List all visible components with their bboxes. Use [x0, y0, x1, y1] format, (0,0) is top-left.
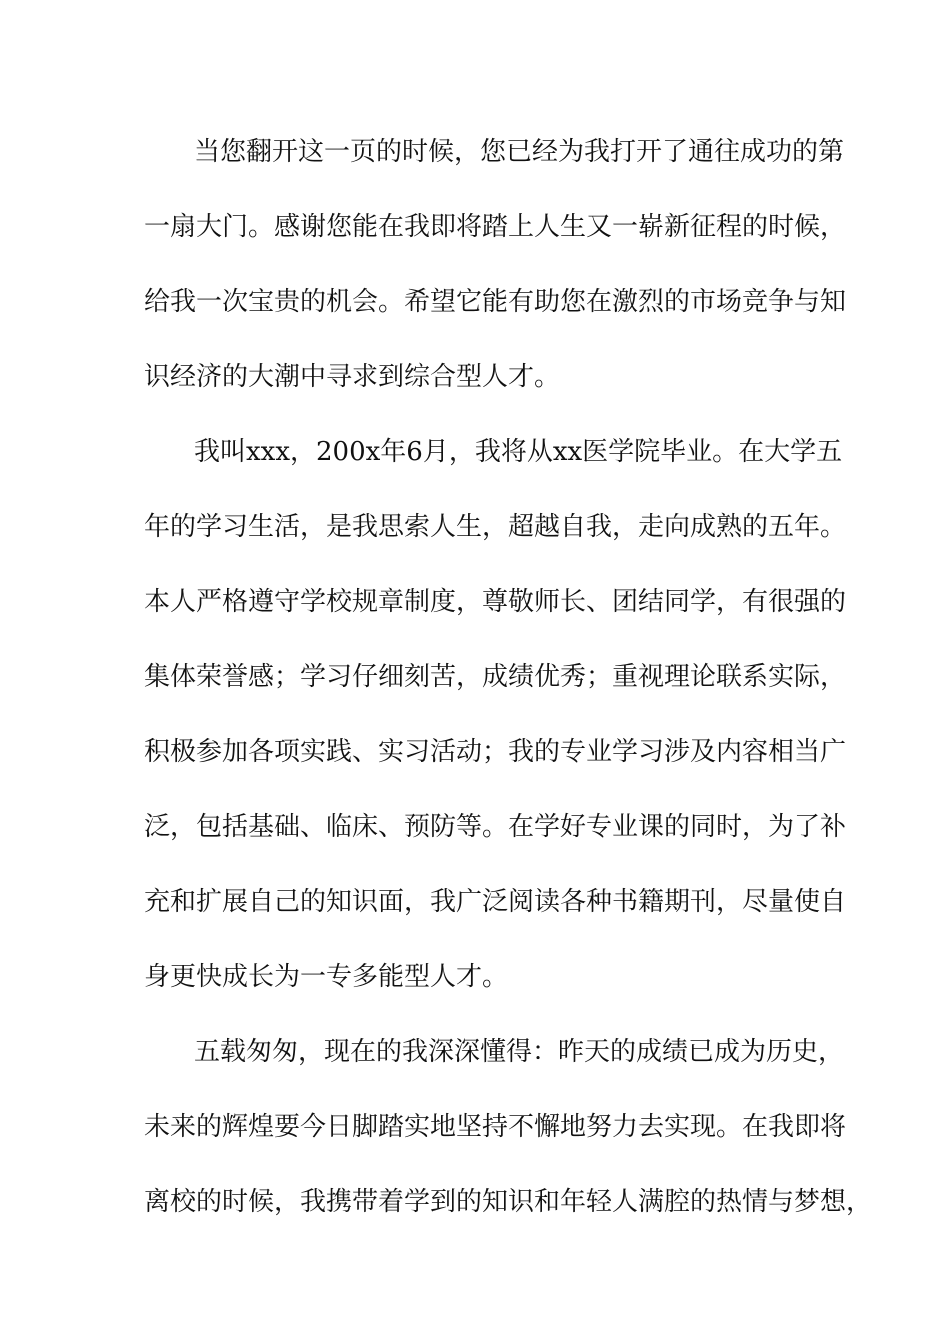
body-text — [144, 124, 873, 1249]
paragraph-3-line-2: 未来的辉煌要今日脚踏实地坚持不懈地努力去实现。在我即将 — [144, 1112, 847, 1142]
paragraph-1-line-3: 给我一次宝贵的机会。希望它能有助您在激烈的市场竞争与知 — [144, 287, 847, 317]
paragraph-2-line-3: 本人严格遵守学校规章制度，尊敬师长、团结同学，有很强的 — [144, 587, 847, 617]
paragraph-1-line-2: 一扇大门。感谢您能在我即将踏上人生又一崭新征程的时候， — [144, 212, 847, 242]
paragraph-1-line-1: 当您翻开这一页的时候，您已经为我打开了通往成功的第 — [194, 137, 845, 167]
paragraph-2-line-8: 身更快成长为一专多能型人才。 — [144, 962, 509, 992]
paragraph-2-line-2: 年的学习生活，是我思索人生，超越自我，走向成熟的五年。 — [144, 512, 847, 542]
paragraph-2-line-4: 集体荣誉感；学习仔细刻苦，成绩优秀；重视理论联系实际， — [144, 662, 847, 692]
paragraph-1-line-4: 识经济的大潮中寻求到综合型人才。 — [144, 362, 561, 392]
paragraph-2-line-7: 充和扩展自己的知识面，我广泛阅读各种书籍期刊，尽量使自 — [144, 887, 847, 917]
paragraph-2-line-6: 泛，包括基础、临床、预防等。在学好专业课的同时，为了补 — [144, 812, 847, 842]
paragraph-2-line-5: 积极参加各项实践、实习活动；我的专业学习涉及内容相当广 — [144, 737, 847, 767]
paragraph-3-line-3: 离校的时候，我携带着学到的知识和年轻人满腔的热情与梦想， — [144, 1187, 873, 1217]
paragraph-3-line-1: 五载匆匆，现在的我深深懂得：昨天的成绩已成为历史， — [194, 1037, 845, 1067]
paragraph-2-line-1: 我叫xxx，200x年6月，我将从xx医学院毕业。在大学五 — [194, 437, 843, 467]
